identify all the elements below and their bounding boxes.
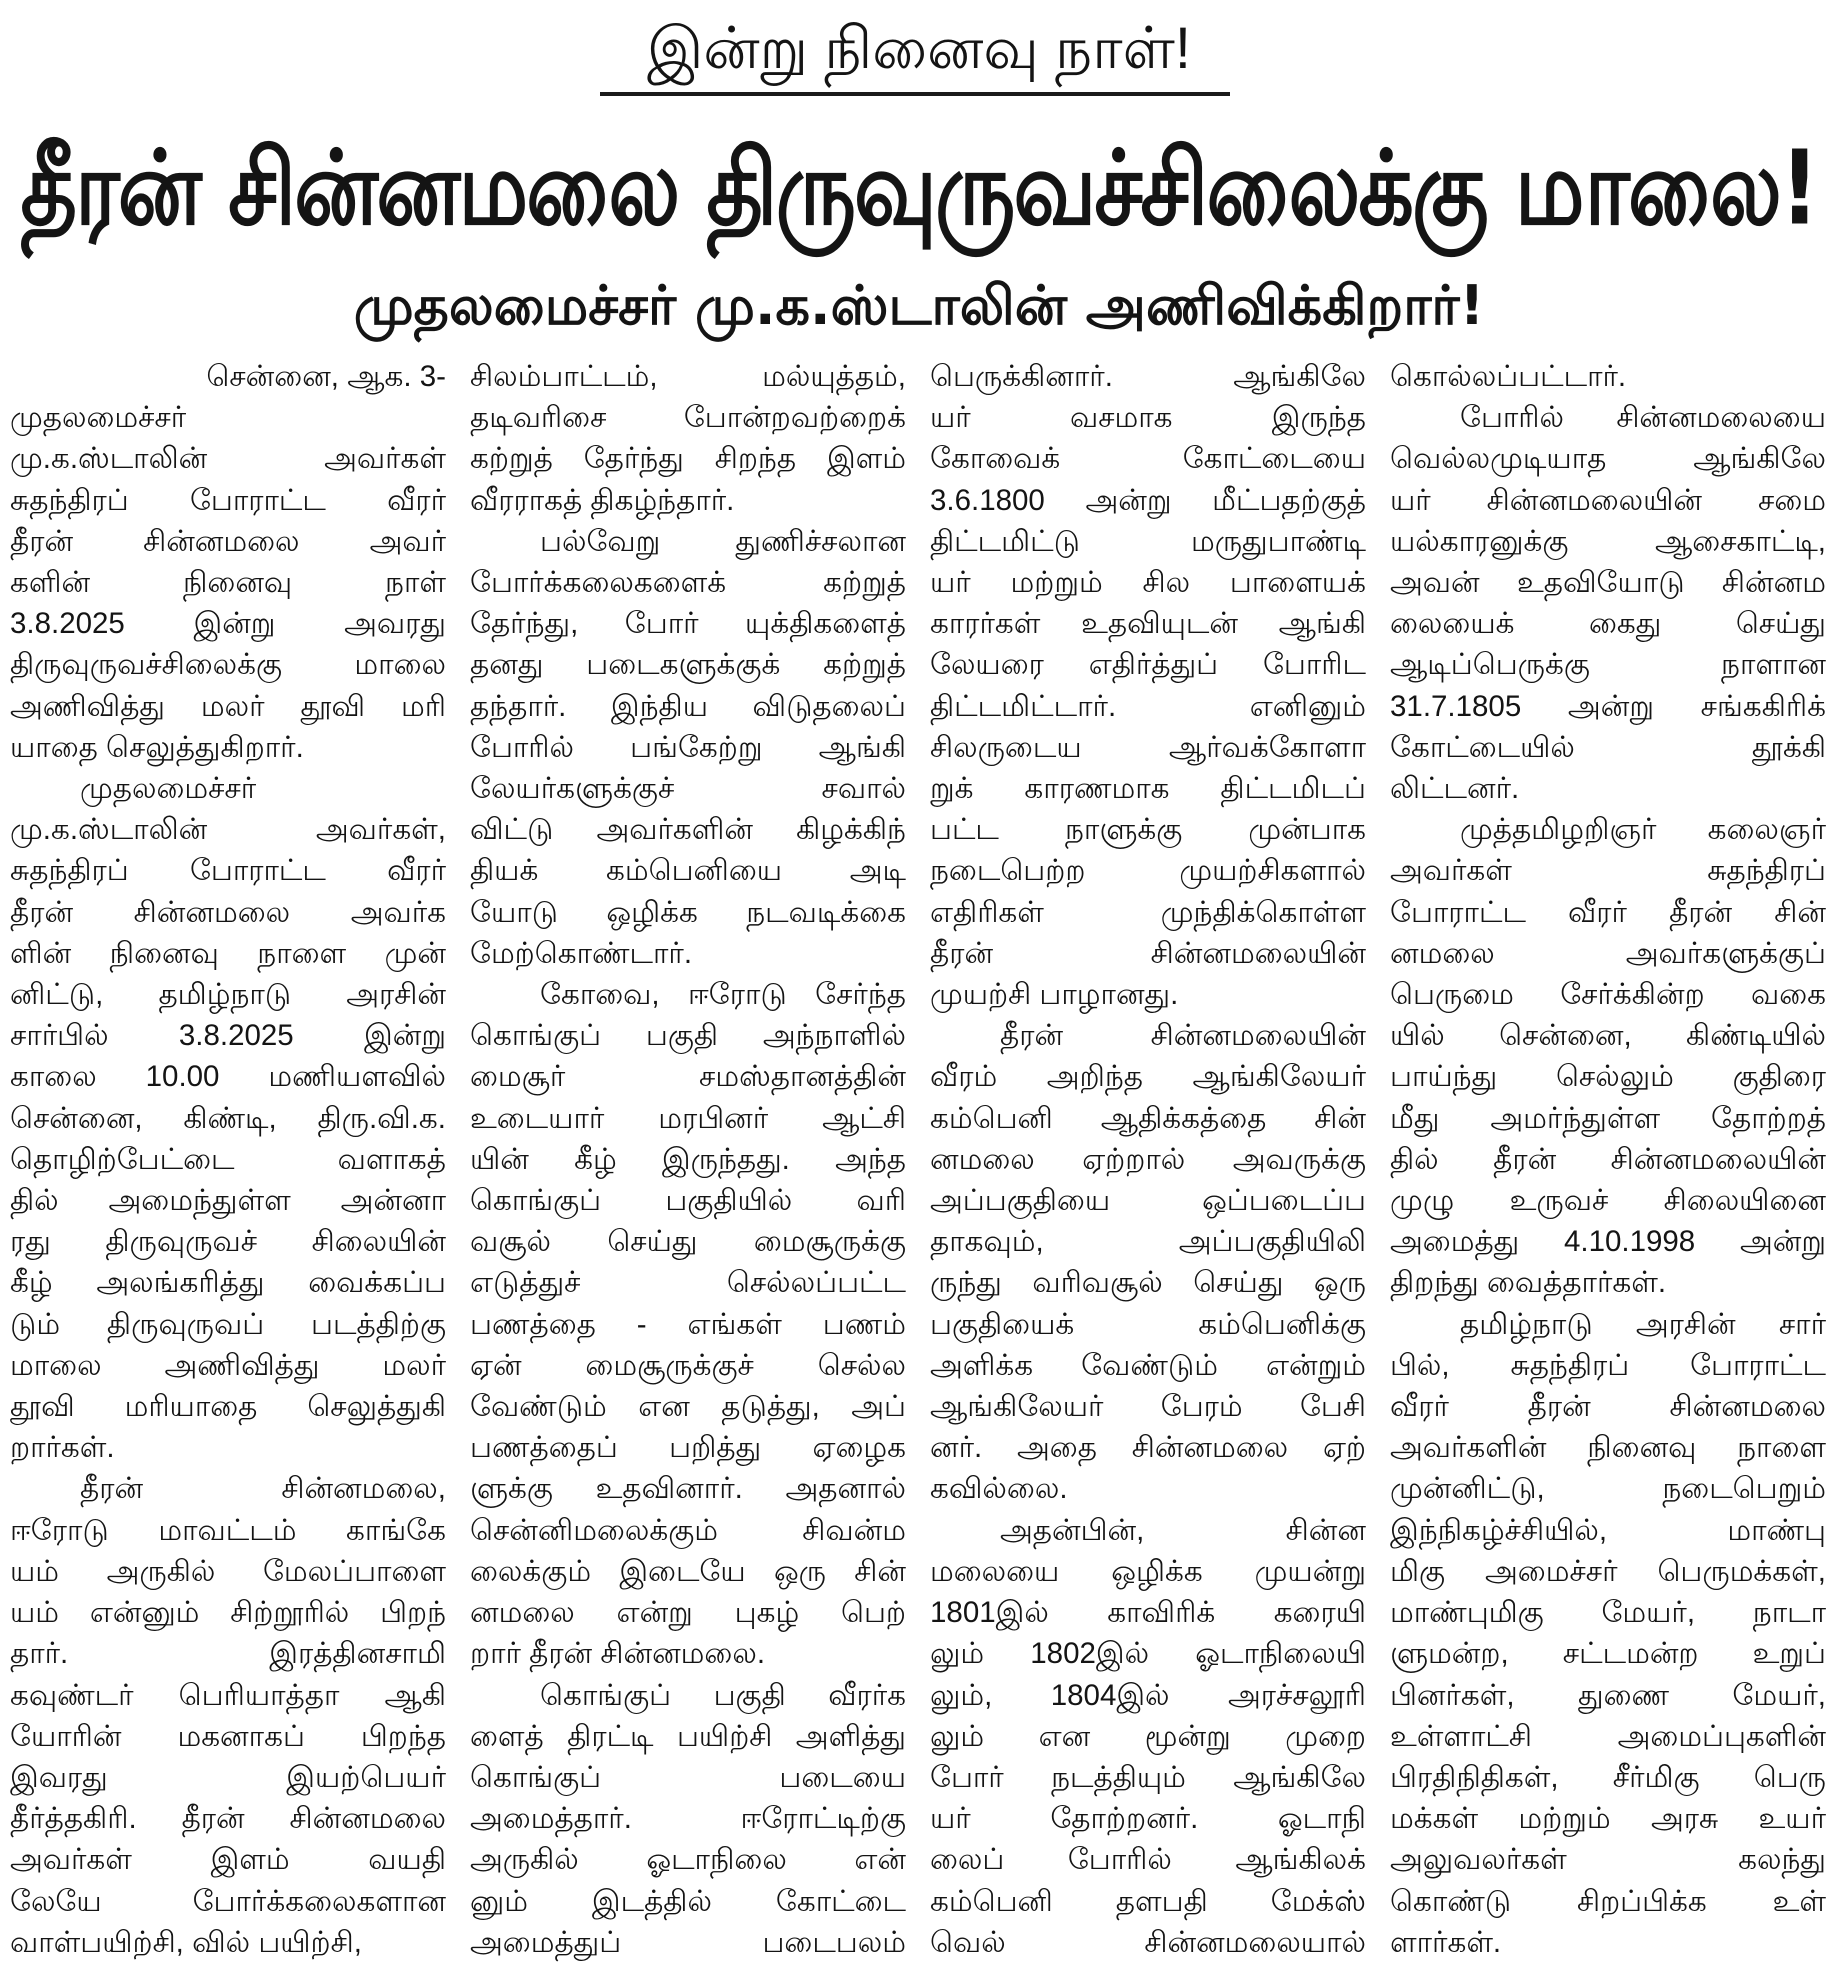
article-line: ஏன் மைசூருக்குச் செல்ல: [470, 1348, 906, 1382]
article-line: லேயரை எதிர்த்துப் போரிட: [930, 648, 1366, 682]
article-line: மக்கள் மற்றும் அரசு உயர்: [1390, 1802, 1826, 1836]
article-line: அதன்பின், சின்ன: [1000, 1513, 1366, 1547]
article-line: 3.6.1800 அன்று மீட்பதற்குத்: [930, 483, 1366, 517]
article-line: கீழ் அலங்கரித்து வைக்கப்ப: [10, 1266, 446, 1300]
article-line: ளார்கள்.: [1390, 1925, 1502, 1959]
article-line: தாகவும், அப்பகுதியிலி: [930, 1225, 1366, 1259]
article-line: திட்டமிட்டு மருதுபாண்டி: [930, 524, 1366, 558]
article-line: பாய்ந்து செல்லும் குதிரை: [1390, 1060, 1826, 1094]
article-line: யம் என்னும் சிற்றூரில் பிறந்: [10, 1596, 446, 1630]
article-line: ளுக்கு உதவினார். அதனால்: [470, 1472, 906, 1506]
article-line: அமைத்தார். ஈரோட்டிற்கு: [470, 1802, 906, 1836]
article-line: உடையார் மரபினர் ஆட்சி: [470, 1101, 906, 1135]
article-line: மலையை ஒழிக்க முயன்று: [930, 1554, 1366, 1588]
article-line: கோவைக் கோட்டையை: [930, 442, 1366, 476]
article-line: கம்பெனி ஆதிக்கத்தை சின்: [930, 1101, 1366, 1135]
article-line: பணத்தைப் பறித்து ஏழைக: [470, 1431, 906, 1465]
article-line: தீரன் சின்னமலையின்: [1000, 1019, 1366, 1053]
article-line: லிட்டனர்.: [1390, 772, 1520, 806]
article-line: இவரது இயற்பெயர்: [10, 1760, 446, 1794]
article-line: ஆங்கிலேயர் பேரம் பேசி: [930, 1390, 1366, 1424]
article-line: தடிவரிசை போன்றவற்றைக்: [470, 401, 906, 435]
article-line: ளைத் திரட்டி பயிற்சி அளித்து: [470, 1719, 906, 1753]
article-line: யம் அருகில் மேலப்பாளை: [10, 1554, 446, 1588]
article-line: போரில் பங்கேற்று ஆங்கி: [470, 730, 906, 764]
article-line: றுக் காரணமாக திட்டமிடப்: [930, 772, 1366, 806]
article-line: னர். அதை சின்னமலை ஏற்: [930, 1431, 1366, 1465]
article-body: [10, 356, 1828, 1962]
article-line: பினர்கள், துணை மேயர்,: [1390, 1678, 1826, 1712]
article-line: யர் மற்றும் சில பாளையக்: [930, 566, 1366, 600]
article-column-1: [10, 356, 446, 1962]
article-line: எதிரிகள் முந்திக்கொள்ள: [930, 895, 1366, 929]
article-line: மிகு அமைச்சர் பெருமக்கள்,: [1390, 1554, 1826, 1588]
article-line: தொழிற்பேட்டை வளாகத்: [10, 1142, 446, 1176]
article-line: மு.க.ஸ்டாலின் அவர்கள்: [10, 442, 446, 476]
article-line: பெருமை சேர்க்கின்ற வகை: [1390, 978, 1826, 1012]
article-line: போர்க்கலைகளைக் கற்றுத்: [470, 566, 906, 600]
article-line: சார்பில் 3.8.2025 இன்று: [10, 1019, 446, 1053]
article-line: விட்டு அவர்களின் கிழக்கிந்: [470, 813, 906, 847]
article-line: டும் திருவுருவப் படத்திற்கு: [10, 1307, 446, 1341]
article-line: னிட்டு, தமிழ்நாடு அரசின்: [10, 978, 446, 1012]
article-line: கம்பெனி தளபதி மேக்ஸ்: [930, 1884, 1366, 1918]
article-line: வாள்பயிற்சி, வில் பயிற்சி,: [10, 1925, 362, 1959]
article-line: பகுதியைக் கம்பெனிக்கு: [930, 1307, 1366, 1341]
article-line: வெல்லமுடியாத ஆங்கிலே: [1390, 442, 1826, 476]
article-line: களின் நினைவு நாள்: [10, 566, 446, 600]
article-column-3: [930, 356, 1366, 1962]
article-line: பெருக்கினார். ஆங்கிலே: [930, 360, 1366, 393]
article-line: அவர்களின் நினைவு நாளை: [1390, 1431, 1826, 1465]
article-line: முன்னிட்டு, நடைபெறும்: [1390, 1472, 1826, 1506]
article-line: கொங்குப் பகுதியில் வரி: [470, 1184, 906, 1218]
article-line: னும் இடத்தில் கோட்டை: [470, 1884, 906, 1918]
article-line: அருகில் ஓடாநிலை என்: [470, 1843, 906, 1877]
article-line: அப்பகுதியை ஒப்படைப்ப: [930, 1184, 1366, 1218]
article-line: சிலம்பாட்டம், மல்யுத்தம்,: [470, 360, 906, 393]
article-line: தீரன் சின்னமலையின்: [930, 936, 1366, 970]
article-line: கொண்டு சிறப்பிக்க உள்: [1390, 1884, 1826, 1918]
article-line: தமிழ்நாடு அரசின் சார்: [1460, 1307, 1826, 1341]
kicker-underline: [600, 92, 1230, 96]
article-line: கொல்லப்பட்டார்.: [1390, 360, 1627, 393]
article-line: சிலருடைய ஆர்வக்கோளா: [930, 730, 1366, 764]
article-line: அவர்கள் இளம் வயதி: [10, 1843, 446, 1877]
article-line: ரது திருவுருவச் சிலையின்: [10, 1225, 446, 1259]
article-line: மு.க.ஸ்டாலின் அவர்கள்,: [10, 813, 446, 847]
article-line: காரர்கள் உதவியுடன் ஆங்கி: [930, 607, 1366, 641]
article-line: யோரின் மகனாகப் பிறந்த: [10, 1719, 446, 1753]
article-line: வீரராகத் திகழ்ந்தார்.: [470, 483, 735, 517]
article-line: யர் வசமாக இருந்த: [930, 401, 1366, 435]
article-line: 1801இல் காவிரிக் கரையி: [930, 1596, 1366, 1630]
article-line: இந்நிகழ்ச்சியில், மாண்பு: [1390, 1513, 1826, 1547]
article-line: சென்னிமலைக்கும் சிவன்ம: [470, 1513, 906, 1547]
article-line: அலுவலர்கள் கலந்து: [1390, 1843, 1826, 1877]
article-line: னமலை அவர்களுக்குப்: [1390, 936, 1826, 970]
article-line: கொங்குப் பகுதி அந்நாளில்: [470, 1019, 906, 1053]
article-line: பிரதிநிதிகள், சீர்மிகு பெரு: [1390, 1760, 1826, 1794]
article-line: வீரம் அறிந்த ஆங்கிலேயர்: [930, 1060, 1366, 1094]
article-line: அளிக்க வேண்டும் என்றும்: [930, 1348, 1366, 1382]
article-line: போரில் சின்னமலையை: [1460, 401, 1826, 435]
article-line: லைப் போரில் ஆங்கிலக்: [930, 1843, 1366, 1877]
article-line: மேற்கொண்டார்.: [470, 936, 693, 970]
article-line: திட்டமிட்டார். எனினும்: [930, 689, 1366, 723]
article-line: போர் நடத்தியும் ஆங்கிலே: [930, 1760, 1366, 1794]
article-line: கவில்லை.: [930, 1472, 1068, 1506]
article-line: ருந்து வரிவசூல் செய்து ஒரு: [930, 1266, 1366, 1300]
article-line: பணத்தை - எங்கள் பணம்: [470, 1307, 906, 1341]
article-line: தீர்த்தகிரி. தீரன் சின்னமலை: [10, 1802, 446, 1836]
article-line: முழு உருவச் சிலையினை: [1390, 1184, 1826, 1218]
article-line: யோடு ஒழிக்க நடவடிக்கை: [470, 895, 906, 929]
article-line: யின் கீழ் இருந்தது. அந்த: [470, 1142, 906, 1176]
article-line: றார்கள்.: [10, 1431, 115, 1465]
article-line: வெல் சின்னமலையால்: [930, 1925, 1366, 1959]
article-line: னமலை ஏற்றால் அவருக்கு: [930, 1142, 1366, 1176]
article-line: 31.7.1805 அன்று சங்ககிரிக்: [1390, 689, 1826, 723]
article-line: தூவி மரியாதை செலுத்துகி: [10, 1390, 446, 1424]
headline: தீரன் சின்னமலை திருவுருவச்சிலைக்கு மாலை!: [20, 129, 1818, 249]
article-line: தார். இரத்தினசாமி: [10, 1637, 446, 1671]
article-line: தந்தார். இந்திய விடுதலைப்: [470, 689, 906, 723]
article-column-4: [1390, 356, 1826, 1962]
article-line: போராட்ட வீரர் தீரன் சின்: [1390, 895, 1826, 929]
article-line: தில் தீரன் சின்னமலையின்: [1390, 1142, 1826, 1176]
article-line: கற்றுத் தேர்ந்து சிறந்த இளம்: [470, 442, 906, 476]
article-line: கோவை, ஈரோடு சேர்ந்த: [540, 978, 906, 1012]
article-line: பட்ட நாளுக்கு முன்பாக: [930, 813, 1366, 847]
article-line: உள்ளாட்சி அமைப்புகளின்: [1390, 1719, 1826, 1753]
article-line: தீரன் சின்னமலை அவர்க: [10, 895, 446, 929]
article-line: தேர்ந்து, போர் யுக்திகளைத்: [470, 607, 906, 641]
article-line: மீது அமர்ந்துள்ள தோற்றத்: [1390, 1101, 1826, 1135]
article-line: றார் தீரன் சின்னமலை.: [470, 1637, 766, 1671]
article-line: லேயே போர்க்கலைகளான: [10, 1884, 446, 1918]
article-column-2: [470, 356, 906, 1962]
article-line: லும் 1802இல் ஓடாநிலையி: [930, 1637, 1366, 1671]
article-line: சென்னை, ஆக. 3-: [206, 360, 446, 393]
article-line: காலை 10.00 மணியளவில்: [10, 1060, 446, 1094]
article-line: சென்னை, கிண்டி, திரு.வி.க.: [10, 1101, 446, 1135]
article-line: லும் என மூன்று முறை: [930, 1719, 1366, 1753]
kicker-title: இன்று நினைவு நாள்!: [646, 16, 1191, 81]
article-line: யர் தோற்றனர். ஓடாநி: [930, 1802, 1366, 1836]
article-line: ஆடிப்பெருக்கு நாளான: [1390, 648, 1826, 682]
article-line: முதலமைச்சர்: [80, 772, 257, 806]
article-line: சுதந்திரப் போராட்ட வீரர்: [10, 854, 446, 888]
article-line: கவுண்டர் பெரியாத்தா ஆகி: [10, 1678, 446, 1712]
article-line: தில் அமைந்துள்ள அன்னா: [10, 1184, 446, 1218]
article-line: கோட்டையில் தூக்கி: [1390, 730, 1826, 764]
article-line: பில், சுதந்திரப் போராட்ட: [1390, 1348, 1826, 1382]
article-line: 3.8.2025 இன்று அவரது: [10, 607, 446, 641]
article-line: யாதை செலுத்துகிறார்.: [10, 730, 304, 764]
article-line: சுதந்திரப் போராட்ட வீரர்: [10, 483, 446, 517]
article-line: லையைக் கைது செய்து: [1390, 607, 1826, 641]
article-line: முயற்சி பாழானது.: [930, 978, 1179, 1012]
subheadline: முதலமைச்சர் மு.க.ஸ்டாலின் அணிவிக்கிறார்!: [353, 274, 1485, 337]
article-line: திறந்து வைத்தார்கள்.: [1390, 1266, 1667, 1300]
article-line: கொங்குப் படையை: [470, 1760, 906, 1794]
article-line: மாலை அணிவித்து மலர்: [10, 1348, 446, 1382]
article-line: தியக் கம்பெனியை அடி: [470, 854, 906, 888]
article-line: அவர்கள் சுதந்திரப்: [1390, 854, 1826, 888]
article-line: லைக்கும் இடையே ஒரு சின்: [470, 1554, 906, 1588]
article-line: வேண்டும் என தடுத்து, அப்: [470, 1390, 906, 1424]
article-line: ளுமன்ற, சட்டமன்ற உறுப்: [1390, 1637, 1826, 1671]
article-line: யல்காரனுக்கு ஆசைகாட்டி,: [1390, 524, 1826, 558]
article-line: திருவுருவச்சிலைக்கு மாலை: [10, 648, 446, 682]
article-line: ளின் நினைவு நாளை முன்: [10, 936, 446, 970]
article-line: அணிவித்து மலர் தூவி மரி: [10, 689, 446, 723]
article-line: மாண்புமிகு மேயர், நாடா: [1390, 1596, 1826, 1630]
article-line: பல்வேறு துணிச்சலான: [540, 524, 906, 558]
article-line: லும், 1804இல் அரச்சலூரி: [930, 1678, 1366, 1712]
article-line: ஈரோடு மாவட்டம் காங்கே: [10, 1513, 446, 1547]
article-line: தீரன் சின்னமலை அவர்: [10, 524, 446, 558]
article-line: முதலமைச்சர்: [10, 401, 187, 435]
article-line: யில் சென்னை, கிண்டியில்: [1390, 1019, 1826, 1053]
article-line: வீரர் தீரன் சின்னமலை: [1390, 1390, 1826, 1424]
article-line: எடுத்துச் செல்லப்பட்ட: [470, 1266, 906, 1300]
article-line: முத்தமிழறிஞர் கலைஞர்: [1460, 813, 1826, 847]
article-line: அமைத்துப் படைபலம்: [470, 1925, 906, 1959]
article-line: அவன் உதவியோடு சின்னம: [1390, 566, 1826, 600]
article-line: நடைபெற்ற முயற்சிகளால்: [930, 854, 1366, 888]
article-line: லேயர்களுக்குச் சவால்: [470, 772, 906, 806]
article-line: மைசூர் சமஸ்தானத்தின்: [470, 1060, 906, 1094]
article-line: தனது படைகளுக்குக் கற்றுத்: [470, 648, 906, 682]
article-line: அமைத்து 4.10.1998 அன்று: [1390, 1225, 1826, 1259]
article-line: கொங்குப் பகுதி வீரர்க: [540, 1678, 906, 1712]
article-line: வசூல் செய்து மைசூருக்கு: [470, 1225, 906, 1259]
article-line: யர் சின்னமலையின் சமை: [1390, 483, 1826, 517]
article-line: தீரன் சின்னமலை,: [80, 1472, 446, 1506]
article-line: னமலை என்று புகழ் பெற்: [470, 1596, 906, 1630]
